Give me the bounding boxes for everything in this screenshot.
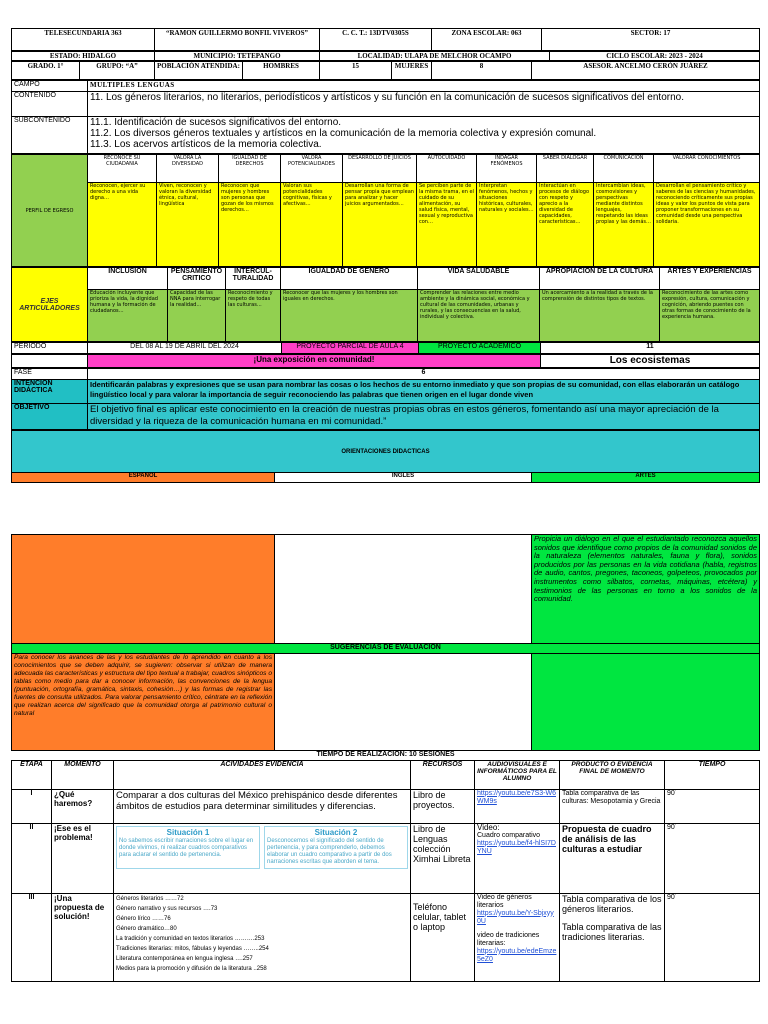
tiempo-label: TIEMPO DE REALIZACIÓN: 10 SESIONES [316, 751, 455, 758]
perfil-cell: Se perciben parte de la misma trama, en el cuidado de su alimentación, su salud física, mental, sexual y reproductiva con… [417, 183, 477, 267]
producto-item: Tabla comparativa de los géneros literarios. [562, 893, 662, 914]
perfil-header: IGUALDAD DE DERECHOS [219, 155, 281, 183]
mujeres-label: MUJERES [392, 62, 432, 80]
intencion-value: Identificarán palabras y expresiones que se usan para nombrar las cosas o los hechos de su entorno inmediato y que son propias de su comunidad, con ellas elaborarán un catálogo lingüístico local y para valorar la importancia de seguir reconociendo las palabras que tienen origen en el lugar donde viven [88, 380, 760, 404]
grado-label: GRADO. 1° [12, 62, 80, 80]
sugerencias-ingles [275, 654, 532, 751]
fase-table [11, 368, 760, 430]
ejes-cell: Reconocer que las mujeres y los hombres son iguales en derechos. [281, 290, 418, 342]
planning-page-2 [11, 534, 759, 982]
ejes-table [11, 267, 760, 342]
perfil-cell: Valoran sus potencialidades cognitivas, físicas y afectivas… [281, 183, 343, 267]
ingles-content [275, 535, 532, 644]
periodo-fechas: DEL 08 AL 19 DE ABRIL DEL 2024 [88, 343, 282, 354]
recursos-cell: Teléfono celular, tablet o laptop [411, 893, 475, 981]
perfil-cell: Viven, reconocen y valoran la diversidad étnica, cultural, lingüística [157, 183, 219, 267]
perfil-header: RECONOCE SU CIUDADANIA [88, 155, 157, 183]
col-producto: PRODUCTO O EVIDENCIA FINAL DE MOMENTO [560, 760, 665, 789]
ejes-cell: Comprender las relaciones entre medio ambiente y la dinámica social, económica y cultural de las comunidades, urbanas y rurales, y las consecuencias en la salud, individual y colectiva. [418, 290, 540, 342]
orientaciones-label: ORIENTACIONES DIDACTICAS [12, 431, 760, 473]
lista-item: Género lírico ……76 [116, 915, 171, 922]
video-desc: video de tradiciones literarias: [477, 931, 540, 947]
tiempo-cell: 90´ [665, 789, 760, 823]
objetivo-value: El objetivo final es aplicar este conocimiento en la creación de nuestras propias obras en estos géneros, fomentando así una mayor apreciación de la diversidad y la riqueza de la comunicación humana en mi comunidad.” [88, 404, 760, 430]
proyecto-numero: 11 [541, 343, 760, 354]
ecosistemas-title: Los ecosistemas [541, 355, 760, 368]
etapa-cell: III [12, 893, 52, 981]
video-link[interactable]: https://youtu.be/e7S3-W6WM9s [477, 789, 556, 805]
actividad-cell [114, 823, 411, 893]
col-recursos: RECURSOS [411, 760, 475, 789]
perfil-cell: Reconocen que mujeres y hombres son personas que gozan de los mismos derechos… [219, 183, 281, 267]
intencion-label: INTENCION DIDÁCTICA [12, 380, 88, 404]
perfil-header: DESARROLLO DE JUICIOS [343, 155, 417, 183]
perfil-header: COMUNICACIÓN [594, 155, 654, 183]
actividad-cell: Comparar a dos culturas del México prehispánico desde diferentes ámbitos de estudios para determinar similitudes y diferencias. [114, 789, 411, 823]
exposicion-title: ¡Una exposición en comunidad! [88, 355, 541, 368]
video-link[interactable]: https://youtu.be/f4-hlSI7DYNU [477, 839, 556, 855]
lista-item: Medios para la promoción y difusión de la literatura ..258 [116, 965, 267, 972]
contenido-value: 11. Los géneros literarios, no literarios, periodísticos y artísticos y su función en la comunicación de sucesos significativos del entorno. [88, 92, 760, 117]
situacion-1-text: No sabemos escribir narraciones sobre el lugar en donde vivimos, ni realizar cuadros comparativos para aclarar el sentido de pertenencia. [119, 837, 254, 858]
audiovisual-cell [475, 893, 560, 981]
subcontenido-label: SUBCONTENIDO [12, 117, 88, 154]
lista-item: Género dramático…80 [116, 925, 177, 932]
header-table [11, 28, 760, 51]
fase-label: FASE [12, 369, 88, 380]
video-link[interactable]: https://youtu.be/edeEmze5eZ0 [477, 947, 557, 963]
perfil-cell: Desarrollan el pensamiento crítico y saberes de las ciencias y humanidades, reconociendo críticamente sus propias ideas y valor los puntos de vista para proponer transformaciones en su comunidad desde una perspectiva solidaria. [654, 183, 760, 267]
actividad-cell [114, 893, 411, 981]
subcontenido-value [88, 117, 760, 154]
campo-value: MULTIPLES LENGUAS [88, 81, 760, 92]
perfil-header: VALORA LA DIVERSIDAD [157, 155, 219, 183]
col-tiempo: TIEMPO [665, 760, 760, 789]
recursos-cell: Libro de proyectos. [411, 789, 475, 823]
contenido-label: CONTENIDO [12, 92, 88, 117]
momento-cell: ¡Ese es el problema! [52, 823, 114, 893]
artes-label: ARTES [532, 473, 760, 483]
perfil-header: VALORA POTENCIALIDADES [281, 155, 343, 183]
col-etapa: ETAPA [12, 760, 52, 789]
periodo-label: PERIODO [12, 343, 88, 354]
ejes-cell: Un acercamiento a la realidad a través de la comprensión de distintos tipos de textos. [540, 290, 660, 342]
ejes-header: PENSAMIENTO CRITICO [168, 268, 226, 290]
perfil-header: INDAGAR FENÓMENOS [477, 155, 537, 183]
subcontenido-line: 11.3. Los acervos artísticos de la memoria colectiva. [90, 139, 322, 150]
tiempo-cell: 90´ [665, 893, 760, 981]
situacion-2-title: Situación 2 [314, 827, 358, 837]
ejes-cell: Capacidad de las NNA para interrogar la realidad… [168, 290, 226, 342]
video-link[interactable]: https://youtu.be/Y-Sbjxyy0U [477, 909, 554, 925]
hombres-count: 15 [320, 62, 392, 80]
video-label: Video: [477, 823, 500, 832]
ejes-label: EJES ARTICULADORES [12, 268, 88, 342]
proyecto-academico: PROYECTO ACADÉMICO [419, 343, 541, 354]
audiovisual-cell [475, 823, 560, 893]
perfil-cell: Desarrollan una forma de pensar propia que emplean para analizar y hacer juicios argumentados… [343, 183, 417, 267]
momento-cell: ¿Qué haremos? [52, 789, 114, 823]
campo-label: CAMPO [12, 81, 88, 92]
producto-item: Tabla comparativa de las tradiciones literarias. [562, 921, 662, 942]
video-desc: Cuadro comparativo [477, 831, 541, 839]
perfil-cell: Interactúan en procesos de diálogo con respeto y aprecio a la diversidad de capacidades, características… [537, 183, 594, 267]
lista-item: Géneros literarios ……72 [116, 895, 184, 902]
ejes-header: APROPIACION DE LA CULTURA [540, 268, 660, 290]
perfil-table [11, 154, 760, 267]
sugerencias-content: Para conocer los avances de las y los estudiantes de lo aprendido en cuanto a los conocimientos que se deben adquirir, se sugieren: observar si utilizan de manera adecuada las características y estructura del tipo textual a trabajar, cuadros sinópticos o tablas como medio para dar a conocer información, las convenciones de la lengua (puntuación, ortografía, gramática, sintaxis, cohesión…) y las formas de registrar las fuentes de consulta utilizados. Para valorar pensamiento crítico, céntrate en la reflexión que realizan acerca del significado que la comunidad otorga al patrimonio cultural o natural [12, 654, 275, 751]
perfil-header: VALORAR CONOCIMIENTOS [654, 155, 760, 183]
perfil-cell: Interpretan fenómenos, hechos y situaciones históricas, culturales, naturales y sociales… [477, 183, 537, 267]
ejes-cell: Reconocimiento y respeto de todas las culturas… [226, 290, 281, 342]
producto-cell: Propuesta de cuadro de análisis de las culturas a estudiar [560, 823, 665, 893]
tiempo-cell: 90´ [665, 823, 760, 893]
audiovisual-cell [475, 789, 560, 823]
fase-value: 6 [88, 369, 760, 380]
espanol-content [12, 535, 275, 644]
objetivo-label: OBJETIVO [12, 404, 88, 430]
col-actividades: ACIVIDADES EVIDENCIA [114, 760, 411, 789]
perfil-header: SABER DIALOGAR [537, 155, 594, 183]
lista-item: Literatura contemporánea en lengua inglesa ….257 [116, 955, 253, 962]
ejes-cell: Reconocimiento de las artes como expresión, cultura, comunicación y cognición, abriendo puentes con otras formas de conocimiento de la experiencia humana. [660, 290, 760, 342]
content-table [11, 80, 760, 154]
cct-label: C. C. T.: 13DTV0305S [320, 29, 432, 51]
perfil-header: AUTOCUIDADO [417, 155, 477, 183]
ejes-header: VIDA SALUDABLE [418, 268, 540, 290]
lista-item: La tradición y comunidad en textos literarios ……….253 [116, 935, 265, 942]
etapa-cell: I [12, 789, 52, 823]
orientaciones-table [11, 430, 760, 483]
lista-item: Género narrativo y sus recursos ….73 [116, 905, 218, 912]
ingles-label: INGLÉS [275, 473, 532, 483]
municipio-label: MUNICIPIO: TETEPANGO [155, 52, 320, 61]
ejes-header: INTERCUL-TURALIDAD [226, 268, 281, 290]
mujeres-count: 8 [432, 62, 532, 80]
sessions-table [11, 760, 760, 982]
school-name: “RAMON GUILLERMO BONFIL VIVEROS” [155, 29, 320, 51]
situacion-1-title: Situación 1 [166, 827, 210, 837]
ejes-cell: Educación incluyente que prioriza la vida, la dignidad humana y la formación de ciudadanos… [88, 290, 168, 342]
situacion-2-text: Desconocemos el significado del sentido de pertenencia, y para comprenderlo, debemos elaborar un cuadro comparativo a partir de dos narraciones escritas que aborden el tema. [267, 837, 392, 865]
etapa-cell: II [12, 823, 52, 893]
blank-cell [12, 355, 88, 368]
col-audiovisuales: AUDIOVISUALES E INFORMÁTICOS PARA EL ALUMNO [475, 760, 560, 789]
momento-cell: ¡Una propuesta de solución! [52, 893, 114, 981]
sector-label: SECTOR: 17 [542, 29, 760, 51]
orient-content-table [11, 534, 760, 760]
ejes-header: IGUALDAD DE GENERO [281, 268, 418, 290]
header-table-2 [11, 51, 760, 61]
proyecto-parcial: PROYECTO PARCIAL DE AULA 4 [282, 343, 419, 354]
producto-cell [560, 893, 665, 981]
subcontenido-line: 11.2. Los diversos géneros textuales y artísticos en la comunicación de la memoria colectiva y expresión comunal. [90, 128, 597, 139]
asesor-label: ASESOR. ANCELMO CERÓN JUÁREZ [532, 62, 760, 80]
planning-page-1 [11, 28, 759, 483]
espanol-label: ESPAÑOL [12, 473, 275, 483]
hombres-label: HOMBRES [243, 62, 320, 80]
estado-label: ESTADO: HIDALGO [12, 52, 155, 61]
perfil-cell: Reconocen, ejercer su derecho a una vida digna… [88, 183, 157, 267]
perfil-label: PERFIL DE EGRESO [12, 155, 88, 267]
situacion-1-card [116, 826, 260, 869]
producto-cell: Tabla comparativa de las culturas: Mesopotamia y Grecia [560, 789, 665, 823]
grupo-label: GRUPO: “A” [80, 62, 155, 80]
lista-item: Tradiciones literarias: mitos, fábulas y leyendas ……..254 [116, 945, 269, 952]
exposicion-table [11, 354, 760, 368]
situacion-2-card [264, 826, 408, 869]
subcontenido-line: 11.1. Identificación de sucesos significativos del entorno. [90, 117, 342, 128]
artes-content: Propicia un diálogo en el que el estudiantado reconozca aquellos sonidos que identifique como propios de la comunidad sonidos de la naturaleza (elementos naturales, fauna y flora), sonidos producidos por las personas en la vida cotidiana (habla, registros de audio, cantos, pregones, taconeos, golpeteos, provocados por instrumentos como silbatos, cornetas, máquinas, etcétera) y testimonios de las personas en torno a los sonidos de la comunidad. [532, 535, 760, 644]
sugerencias-artes [532, 654, 760, 751]
header-table-3 [11, 61, 760, 80]
ejes-header: ARTES Y EXPERIENCIAS [660, 268, 760, 290]
recursos-cell: Libro de Lenguas colección Ximhai Libreta [411, 823, 475, 893]
ejes-header: INCLUSION [88, 268, 168, 290]
school-label: TELESECUNDARIA 363 [12, 29, 155, 51]
perfil-cell: Intercambian ideas, cosmovisiones y perspectivas mediante distintos lenguajes, respetando las ideas propias y las demás… [594, 183, 654, 267]
poblacion-label: POBLACIÓN ATENDIDA: [155, 62, 243, 80]
localidad-label: LOCALIDAD: ULAPA DE MELCHOR OCAMPO [320, 52, 550, 61]
periodo-table [11, 342, 760, 354]
zona-label: ZONA ESCOLAR: 063 [432, 29, 542, 51]
video-desc: Video de géneros literarios [477, 893, 532, 909]
col-momento: MOMENTO [52, 760, 114, 789]
ciclo-label: CICLO ESCOLAR: 2023 - 2024 [550, 52, 760, 61]
sugerencias-label: SUGERENCIAS DE EVALUACIÓN [12, 644, 760, 654]
